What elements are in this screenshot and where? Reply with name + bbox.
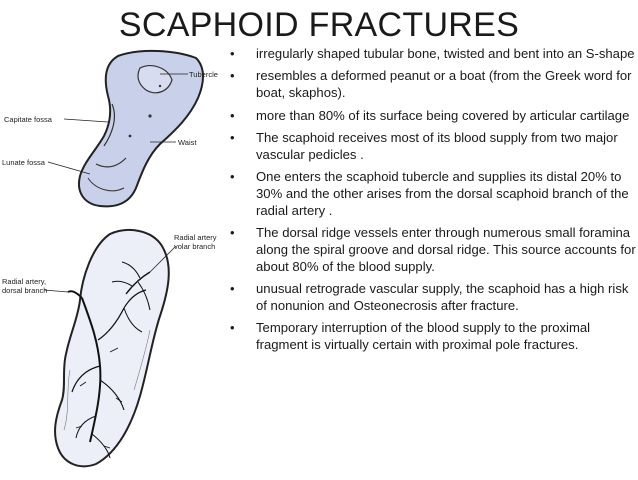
label-capitate-fossa: Capitate fossa (4, 115, 52, 124)
label-waist: Waist (178, 138, 197, 147)
bullet-text: irregularly shaped tubular bone, twisted and bent into an S-shape (256, 46, 635, 61)
bullet-item (226, 320, 636, 354)
bullet-item (226, 281, 636, 315)
bullet-text: The scaphoid receives most of its blood supply from two major vascular pedicles . (256, 129, 618, 162)
label-radial-artery-volar-1: Radial artery (174, 233, 217, 242)
bullet-item (226, 108, 636, 125)
bullet-text: resembles a deformed peanut or a boat (from the Greek word for boat, skaphos). (256, 68, 632, 101)
bullet-dot: • (230, 68, 235, 84)
label-tubercle: Tubercle (189, 70, 218, 79)
bullet-item (226, 46, 636, 63)
bullet-text: unusual retrograde vascular supply, the scaphoid has a high risk of nonunion and Osteonecrosis after fracture. (256, 281, 629, 313)
bullet-item (226, 225, 636, 275)
bullet-dot: • (230, 225, 235, 241)
bullet-dot: • (230, 281, 235, 297)
label-lunate-fossa: Lunate fossa (2, 158, 45, 167)
bullet-dot: • (230, 169, 235, 185)
bullet-item (226, 68, 636, 102)
bullet-text: more than 80% of its surface being covered by articular cartilage (256, 107, 630, 123)
bullet-text: Temporary interruption of the blood supply to the proximal fragment is virtually certain with proximal pole fractures. (256, 320, 591, 353)
label-radial-artery-volar-2: volar branch (174, 242, 216, 251)
bullet-dot: • (230, 320, 235, 336)
slide-title: SCAPHOID FRACTURES (118, 6, 520, 44)
bullet-text: One enters the scaphoid tubercle and supplies its distal 20% to 30% and the other arises from the dorsal scaphoid branch of the radial artery . (256, 169, 629, 218)
scaphoid-blood-supply-figure (0, 220, 215, 475)
bullet-item (226, 169, 636, 219)
scaphoid-anatomy-figure (0, 46, 218, 214)
bullet-item (226, 130, 636, 164)
bullet-text: The dorsal ridge vessels enter through numerous small foramina along the spiral groove and dorsal ridge. This source accounts for about 80% of the blood supply. (256, 225, 636, 274)
label-radial-artery-dorsal-2: dorsal branch (2, 286, 48, 295)
bullet-list (226, 46, 636, 360)
bullet-dot: • (230, 107, 235, 123)
bullet-dot: • (230, 46, 235, 61)
scaphoid-bone-outline (55, 230, 169, 466)
scaphoid-anatomy-drawing (0, 46, 218, 214)
scaphoid-vessel-drawing (0, 220, 215, 475)
label-radial-artery-dorsal-1: Radial artery, (2, 277, 47, 286)
bullet-dot: • (230, 129, 235, 145)
